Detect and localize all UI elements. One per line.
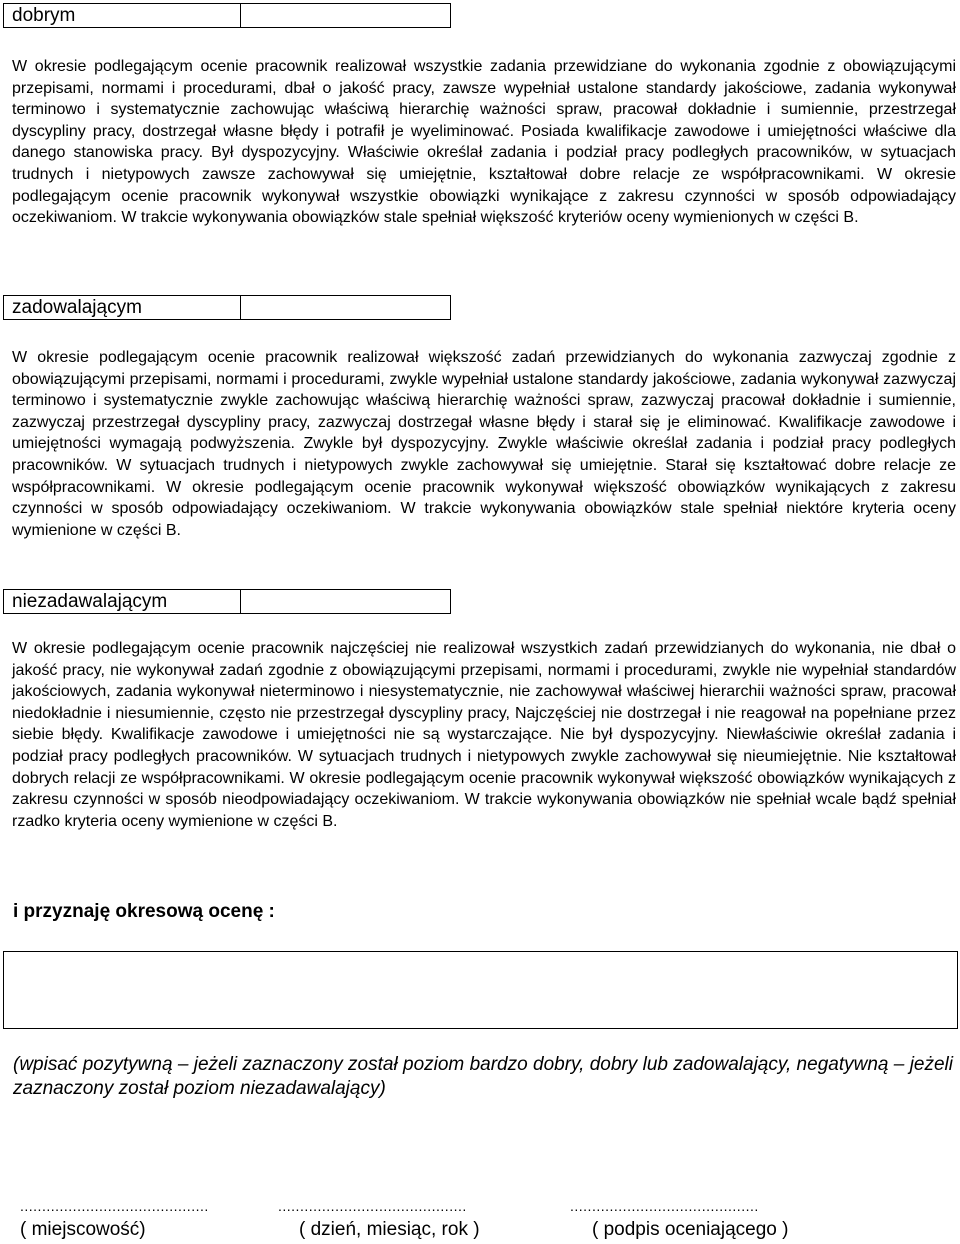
date-dotted-line: ........................................... (278, 1198, 467, 1214)
level-label-box-zadowalajacy (3, 295, 451, 320)
level-label-zadowalajacy: zadowalającym (12, 297, 142, 318)
signature-caption: ( podpis oceniającego ) (592, 1219, 789, 1240)
level-label-dobry: dobrym (12, 5, 76, 26)
label-box-divider (240, 296, 241, 319)
place-dotted-line: ........................................... (20, 1198, 209, 1214)
level-label-box-niezadawalajacy (3, 589, 451, 614)
grade-answer-field[interactable] (3, 951, 958, 1029)
signature-dotted-line: ........................................... (570, 1198, 759, 1214)
grade-heading: i przyznaję okresową ocenę : (13, 901, 275, 922)
level-description-dobry: W okresie podlegającym ocenie pracownik realizował wszystkie zadania przewidziane do wykonania zgodnie z obowiązującymi przepisami, normami i procedurami, dbał o jakość pracy, zawsze wypełniał ustalone standardy jakościowe, zadania wykonywał terminowo i systematycznie zachowując właściwą hierarchię ważności spraw, pracował dokładnie i sumiennie, przestrzegał dyscypliny pracy, dostrzegał własne błędy i potrafił je wyeliminować. Posiada kwalifikacje zawodowe i umiejętności właściwe dla danego stanowiska pracy. Był dyspozycyjny. Właściwie określał zadania i podział pracy podległych pracowników, w sytuacjach trudnych i nietypowych zawsze zachowywał się umiejętnie, kształtował dobre relacje ze współpracownikami. W okresie podlegającym ocenie pracownik wykonywał wszystkie obowiązki wynikające z zakresu czynności w sposób odpowiadający oczekiwaniom. W trakcie wykonywania obowiązków stale spełniał większość kryteriów oceny wymienionych w części B. (12, 58, 956, 227)
date-caption: ( dzień, miesiąc, rok ) (299, 1219, 480, 1240)
level-description-zadowalajacy: W okresie podlegającym ocenie pracownik realizował większość zadań przewidzianych do wykonania zazwyczaj zgodnie z obowiązującymi przepisami, normami i procedurami, zwykle wypełniał ustalone standardy jakościowe, zadania wykonywał zazwyczaj terminowo i systematycznie zwykle zachowując właściwą hierarchię ważności spraw, zazwyczaj pracował dokładnie i sumiennie, zazwyczaj przestrzegał dyscypliny pracy, zazwyczaj dostrzegał własne błędy i starał się je eliminować. Kwalifikacje zawodowe i umiejętności wymagają podwyższenia. Zwykle był dyspozycyjny. Zwykle właściwie określał zadania i podział pracy podległych pracowników. W sytuacjach trudnych i nietypowych zwykle zachowywał się umiejętnie. Starał się kształtować dobre relacje ze współpracownikami. W okresie podlegającym ocenie pracownik wykonywał większość obowiązków wynikających z zakresu czynności w sposób odpowiadający oczekiwaniom. W trakcie wykonywania obowiązków stale spełniał niektóre kryteria oceny wymienione w części B. (12, 349, 956, 539)
place-caption: ( miejscowość) (20, 1219, 146, 1240)
label-box-divider (240, 590, 241, 613)
level-description-niezadawalajacy: W okresie podlegającym ocenie pracownik najczęściej nie realizował wszystkich zadań przewidzianych do wykonania, nie dbał o jakość pracy, nie wykonywał zadań zgodnie z obowiązującymi przepisami, normami i procedurami, zwykle nie wypełniał standardów jakościowych, zadania wykonywał nieterminowo i niesystematycznie, nie zachowywał właściwej hierarchii ważności spraw, pracował niedokładnie i niesumiennie, często nie przestrzegał dyscypliny pracy, Najczęściej nie dostrzegał i nie reagował na popełniane przez siebie błędy. Kwalifikacje zawodowe i umiejętności nie są wystarczające. Nie był dyspozycyjny. Niewłaściwie określał zadania i podział pracy podległych pracowników. W sytuacjach trudnych i nietypowych zwykle zachowywał się nieumiejętnie. Nie kształtował dobrych relacji ze współpracownikami. W okresie podlegającym ocenie pracownik wykonywał większość obowiązków wynikających z zakresu czynności w sposób nieodpowiadający oczekiwaniom. W trakcie wykonywania obowiązków nie spełniał wcale bądź spełniał rzadko kryteria oceny wymienione w części B. (12, 640, 956, 830)
level-label-box-dobry (3, 3, 451, 28)
level-label-niezadawalajacy: niezadawalającym (12, 591, 168, 612)
label-box-divider (240, 4, 241, 27)
grade-instruction: (wpisać pozytywną – jeżeli zaznaczony został poziom bardzo dobry, dobry lub zadowalający, negatywną – jeżeli zaznaczony został poziom niezadawalający) (13, 1054, 953, 1099)
